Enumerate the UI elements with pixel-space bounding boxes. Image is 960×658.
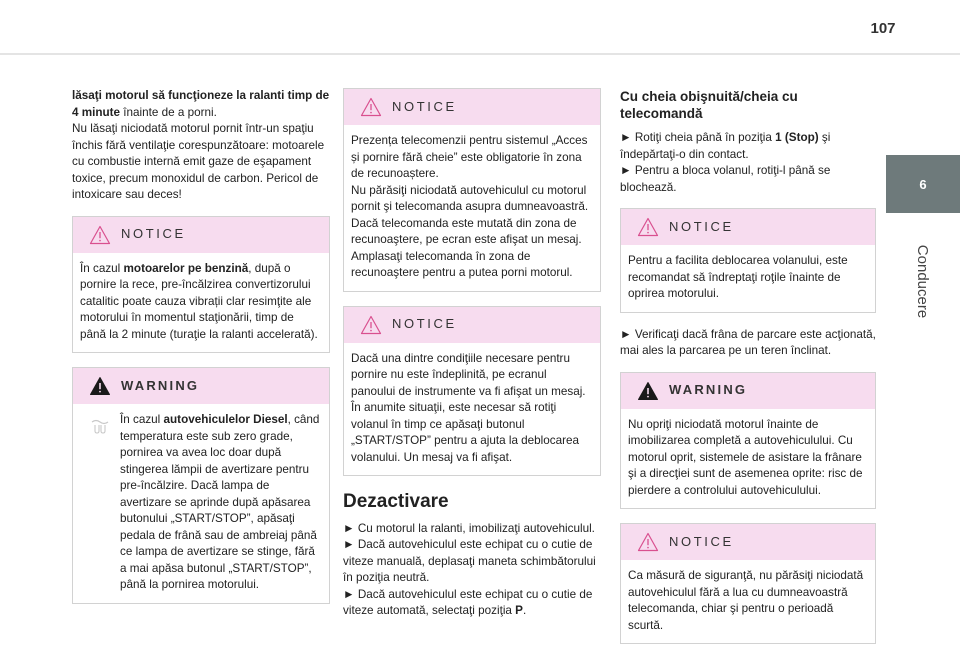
intro-rest: înainte de a porni.	[120, 105, 217, 119]
warning-text-bold: autovehiculelor Diesel	[163, 413, 288, 426]
notice-paragraph: Dacă telecomanda este mutată din zona de recunoaştere, pe ecran este afişat un mesaj.	[351, 216, 582, 246]
notice-paragraph: În anumite situaţii, este necesar să rotiţi volanul în timp ce apăsaţi butonul „START/STOP” pentru a ajuta la deblocarea volanului. Un mesaj va fi afişat.	[351, 401, 580, 464]
key-step-pre: ► Rotiţi cheia până în poziţia	[620, 131, 776, 144]
notice-header	[73, 217, 329, 253]
intro-paragraph	[72, 88, 330, 204]
key-step: ► Pentru a bloca volanul, rotiţi-l până se blochează.	[620, 164, 831, 194]
deactivation-step: ► Dacă autovehiculul este echipat cu o cutie de viteze manuală, deplasaţi maneta schimbătorului în poziţia neutră.	[343, 538, 596, 584]
notice-body	[621, 568, 875, 634]
warning-body	[73, 412, 329, 594]
warning-box-stop	[620, 372, 876, 510]
warning-triangle-filled-icon	[89, 376, 111, 396]
deact-step-post: .	[522, 604, 527, 617]
key-step-post: şi îndepărtaţi-o din contact.	[620, 131, 831, 161]
notice-title: NOTICE	[392, 98, 457, 114]
notice-box-steering	[620, 208, 876, 313]
deact-step-pre: ► Dacă autovehiculul este echipat cu o cutie de viteze automată, selectaţi poziţia	[343, 587, 593, 617]
notice-header	[621, 524, 875, 560]
intro-warning-text: Nu lăsaţi niciodată motorul pornit într-un spaţiu închis fără ventilaţie corespunzătoare: motoarele cu combustie internă emit gaze de eşapament toxice, precum monoxidul de carbon. Pericol de intoxicare sau deces!	[72, 122, 325, 201]
intro-bold: lăsaţi motorul să funcţioneze la ralanti timp de 4 minute	[72, 89, 330, 119]
notice-text-pre: În cazul	[80, 261, 124, 275]
page-number: 107	[870, 20, 896, 37]
chapter-title: Conducere	[914, 244, 932, 318]
header-divider	[0, 53, 960, 55]
notice-box-petrol	[72, 216, 330, 354]
column-middle	[343, 88, 601, 620]
notice-title: NOTICE	[121, 226, 186, 242]
column-left	[72, 88, 330, 618]
notice-body	[344, 351, 600, 467]
warning-text-pre: În cazul	[120, 413, 164, 426]
notice-title: NOTICE	[669, 533, 734, 549]
warning-triangle-outline-icon	[89, 225, 111, 245]
notice-header	[344, 307, 600, 343]
warning-paragraph: Nu opriţi niciodată motorul înainte de imobilizarea completă a autovehiculului. Cu motorul oprit, sistemele de asistare la frânare şi a direcţiei sunt de asemenea oprite: risc de pierdere a controlului autovehiculului.	[628, 417, 863, 497]
warning-triangle-outline-icon	[360, 315, 382, 335]
notice-paragraph: Prezența telecomenzii pentru sistemul „Acces și pornire fără cheie” este obligatorie în zona de recunoaștere.	[351, 134, 588, 180]
warning-triangle-outline-icon	[637, 532, 659, 552]
notice-text-post: , după o pornire la rece, pre-încălzirea convertizorului catalitic poate cauza vibrații clar resimţite ale motorului în momentul staţionării, timp de până la 2 minute (turaţie la ralanti accelerată).	[80, 261, 318, 341]
warning-triangle-outline-icon	[360, 97, 382, 117]
notice-header	[344, 89, 600, 125]
key-step	[620, 130, 876, 163]
notice-header	[621, 209, 875, 245]
glow-plug-icon	[80, 412, 120, 594]
warning-triangle-filled-icon	[637, 381, 659, 401]
notice-body	[621, 253, 875, 303]
warning-title: WARNING	[669, 382, 748, 398]
notice-body	[73, 261, 329, 344]
notice-title: NOTICE	[392, 316, 457, 332]
chapter-number: 6	[919, 176, 927, 192]
chapter-label	[868, 226, 960, 336]
notice-paragraph: Dacă una dintre condiţiile necesare pentru pornire nu este îndeplinită, pe ecranul panoului de instrumente va fi afişat un mesaj.	[351, 351, 586, 398]
notice-paragraph: Pentru a facilita deblocarea volanului, este recomandat să îndreptaţi roţile înainte de oprirea motorului.	[628, 254, 848, 300]
notice-box-keyless	[343, 88, 601, 292]
notice-text-bold: motoarelor pe benzină	[123, 261, 249, 275]
deactivation-step: ► Cu motorul la ralanti, imobilizaţi autovehiculul.	[343, 521, 595, 535]
section-title-deactivation: Dezactivare	[343, 491, 449, 512]
chapter-tab[interactable]	[886, 155, 960, 213]
warning-header	[73, 368, 329, 404]
warning-body	[621, 417, 875, 500]
deact-step-bold: P	[515, 604, 523, 617]
column-right	[620, 88, 876, 658]
key-step-bold: 1 (Stop)	[775, 131, 819, 144]
deactivation-step	[343, 587, 601, 620]
subsection-title-key: Cu cheia obişnuită/cheia cu telecomandă	[620, 89, 798, 121]
notice-body	[344, 133, 600, 282]
notice-title: NOTICE	[669, 218, 734, 234]
warning-text-post: , când temperatura este sub zero grade, pornirea va avea loc doar după stingerea lămpii de avertizare pentru pre-încălzire. Dacă lampa de avertizare se aprinde după apăsarea butonului „START/STOP”, apăsaţi pedala de frână sau de ambreiaj până ce lampa de avertizare se stinge, fără a mai apăsa butonul „START/STOP”, până la pornirea motorului.	[120, 413, 320, 591]
notice-paragraph: Nu părăsiţi niciodată autovehiculul cu motorul pornit şi telecomanda asupra dumneavoastră.	[351, 183, 589, 213]
notice-paragraph: Ca măsură de siguranţă, nu părăsiţi niciodată autovehiculul fără a lua cu dumneavoastră telecomanda, chiar şi pentru o perioadă scurtă.	[628, 569, 864, 632]
warning-title: WARNING	[121, 377, 200, 393]
warning-header	[621, 373, 875, 409]
notice-box-remote	[620, 523, 876, 644]
parking-brake-step: ► Verificaţi dacă frâna de parcare este acţionată, mai ales la parcarea pe un teren înclinat.	[620, 327, 876, 357]
notice-paragraph: Amplasaţi telecomanda în zona de recunoaştere pentru a putea porni motorul.	[351, 249, 573, 279]
warning-box-diesel	[72, 367, 330, 604]
notice-box-conditions	[343, 306, 601, 477]
warning-triangle-outline-icon	[637, 217, 659, 237]
